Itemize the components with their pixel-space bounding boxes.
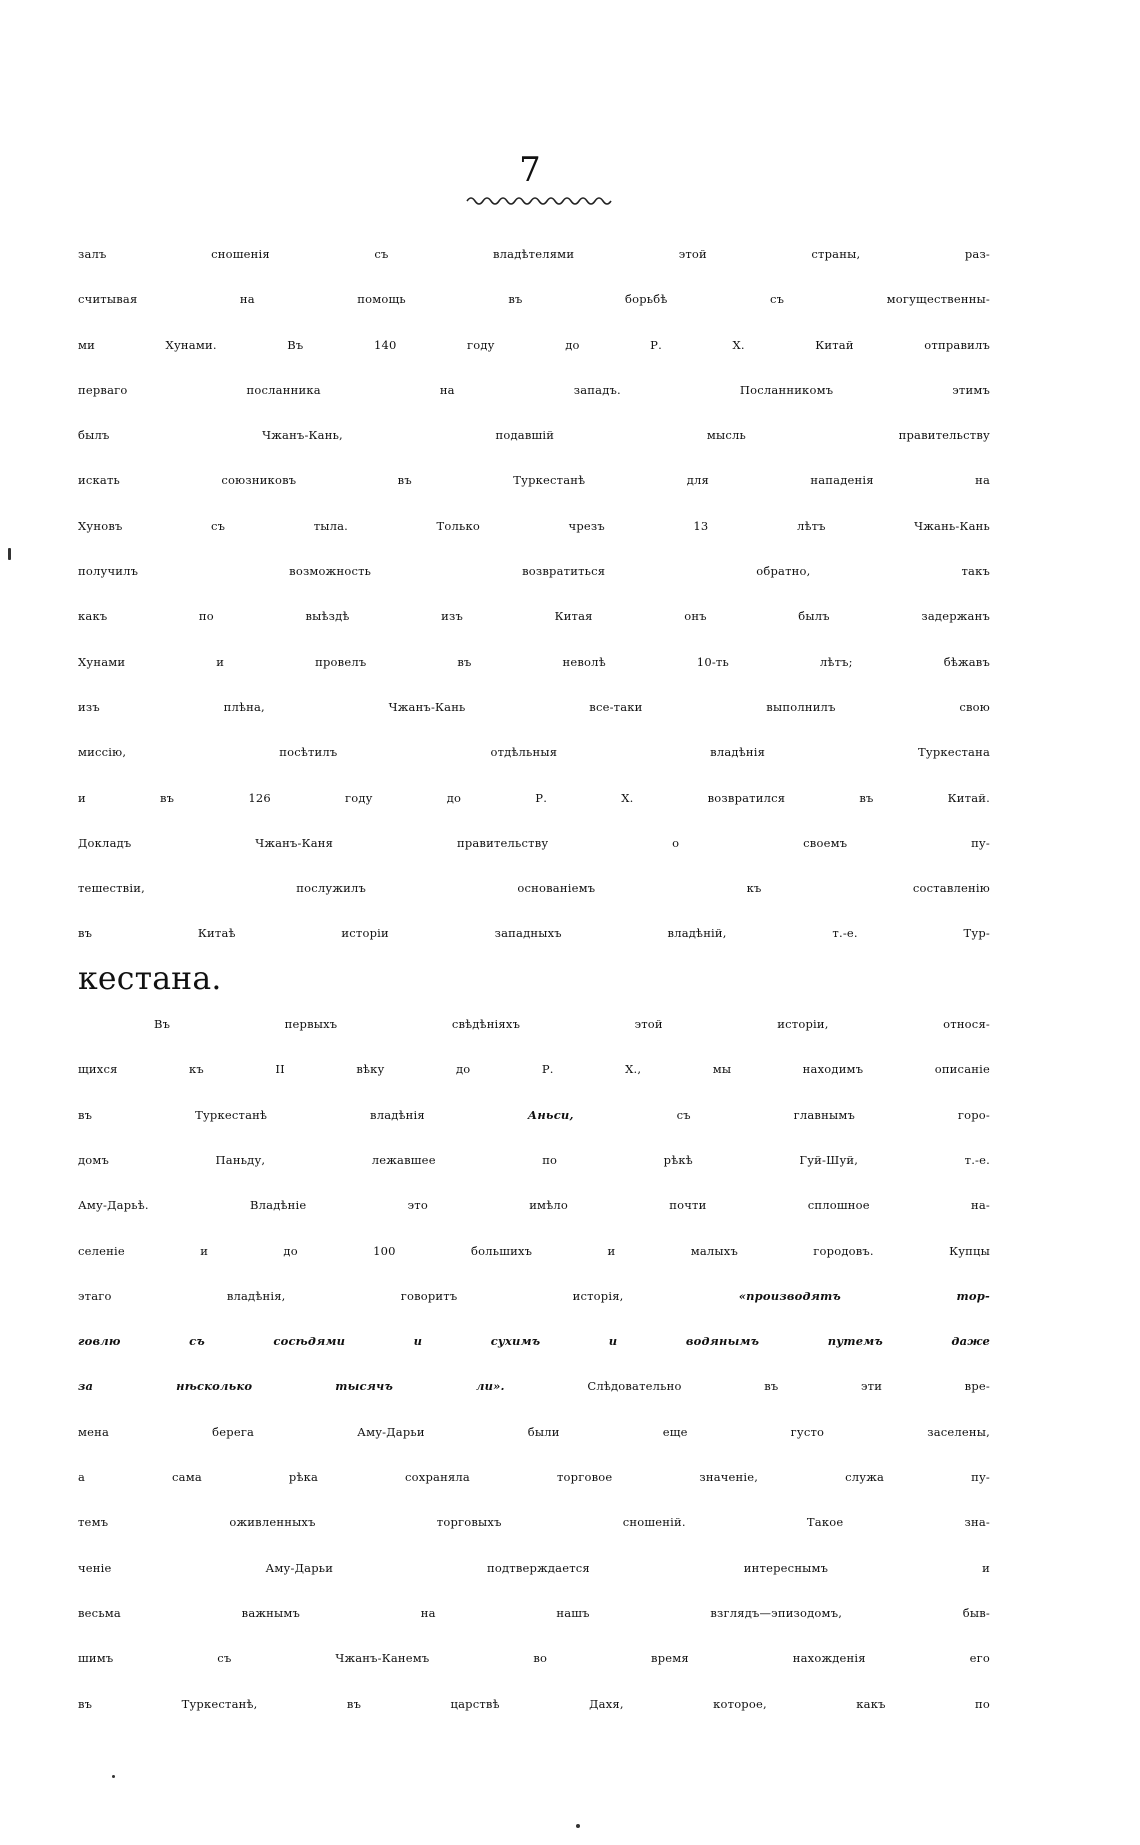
italic-text-run: за нѣсколько тысячъ ли». [78,1379,505,1394]
margin-speck [576,1824,580,1828]
page-number: 7 [519,150,541,190]
text-run: Хунами и провелъ въ неволѣ 10-ть лѣтъ; бѣжавъ [78,654,990,669]
italic-text-run: Аньси, [527,1107,574,1122]
text-run: Слѣдовательно въ эти вре- [504,1379,990,1394]
text-run: домъ Паньду, лежавшее по рѣкѣ Гуй-Шуй, т.-е. [78,1152,990,1167]
text-line [78,594,990,639]
text-run: ми Хунами. Въ 140 году до Р. Х. Китай отправилъ [78,337,990,352]
italic-text-run: «производятъ тор- [738,1288,991,1303]
text-run: съ главнымъ горо- [573,1107,990,1122]
text-line [78,504,990,549]
text-line [78,413,990,458]
text-run: щихся къ II вѣку до Р. Х., мы находимъ описаніе [78,1062,990,1077]
text-line [78,1093,990,1138]
text-line [78,549,990,594]
text-line [78,458,990,503]
text-run: считывая на помощь въ борьбѣ съ могущественны- [78,292,990,307]
text-run: мена берега Аму-Дарьи были еще густо заселены, [78,1424,990,1439]
text-line [78,821,990,866]
text-run: ченіе Аму-Дарьи подтверждается интереснымъ и [78,1560,990,1575]
text-run: какъ по выѣздѣ изъ Китая онъ былъ задержанъ [78,609,990,624]
text-line [78,866,990,911]
text-run: весьма важнымъ на нашъ взглядъ—эпизодомъ, быв- [78,1605,990,1620]
text-run: Аму-Дарьѣ. Владѣніе это имѣло почти сплошное на- [78,1198,990,1213]
text-run: Докладъ Чжанъ-Каня правительству о своемъ пу- [78,835,990,850]
text-line [78,957,990,1002]
text-line [78,323,990,368]
text-run: искать союзниковъ въ Туркестанѣ для нападенія на [78,473,990,488]
text-line [78,1138,990,1183]
wavy-rule-ornament [465,194,615,208]
text-line [78,232,990,277]
text-line [78,1274,990,1319]
margin-speck [112,1775,115,1778]
italic-text-run: говлю съ сосѣдями и сухимъ и водянымъ путемъ даже [78,1334,990,1349]
text-run: залъ сношенія съ владѣтелями этой страны, раз- [78,247,990,261]
text-run: селеніе и до 100 большихъ и малыхъ городовъ. Купцы [78,1243,990,1258]
text-run: перваго посланника на западъ. Посланникомъ этимъ [78,382,990,397]
text-run: и въ 126 году до Р. Х. возвратился въ Китай. [78,790,990,805]
text-run: этаго владѣнія, говоритъ исторія, [78,1288,739,1303]
text-run: кестана. [78,960,222,997]
text-line [78,1002,990,1047]
text-run: Въ первыхъ свѣдѣніяхъ этой исторіи, относя- [154,1017,990,1032]
text-line [78,1183,990,1228]
text-line [78,1591,990,1636]
text-run: изъ плѣна, Чжанъ-Кань все-таки выполнилъ свою [78,699,990,714]
text-line [78,640,990,685]
text-line [78,1500,990,1545]
text-line [78,730,990,775]
text-line [78,1319,990,1364]
text-run: получилъ возможность возвратиться обратно, такъ [78,564,990,579]
text-line [78,368,990,413]
text-line [78,1047,990,1092]
text-run: въ Туркестанѣ, въ царствѣ Дахя, которое, какъ по [78,1696,990,1711]
text-line [78,277,990,322]
text-line [78,1546,990,1591]
text-line [78,911,990,956]
text-run: въ Китаѣ исторіи западныхъ владѣній, т.-е. Тур- [78,926,990,941]
text-line [78,1364,990,1409]
text-line [78,1410,990,1455]
text-line [78,685,990,730]
text-line [78,1229,990,1274]
text-run: былъ Чжанъ-Кань, подавшій мысль правительству [78,428,990,443]
margin-speck [8,548,11,560]
text-line [78,1636,990,1681]
text-line [78,1682,990,1727]
text-run: а сама рѣка сохраняла торговое значеніе, служа пу- [78,1470,990,1485]
text-run: тешествіи, послужилъ основаніемъ къ составленію [78,881,990,896]
text-run: миссію, посѣтилъ отдѣльныя владѣнія Туркестана [78,745,990,760]
text-run: въ Туркестанѣ владѣнія [78,1107,528,1122]
text-line [78,1455,990,1500]
text-run: темъ оживленныхъ торговыхъ сношеній. Такое зна- [78,1515,990,1530]
text-run: Хуновъ съ тыла. Только чрезъ 13 лѣтъ Чжань-Кань [78,518,990,533]
text-run: шимъ съ Чжанъ-Канемъ во время нахожденія его [78,1651,990,1666]
text-line [78,776,990,821]
body-text [78,232,990,1727]
